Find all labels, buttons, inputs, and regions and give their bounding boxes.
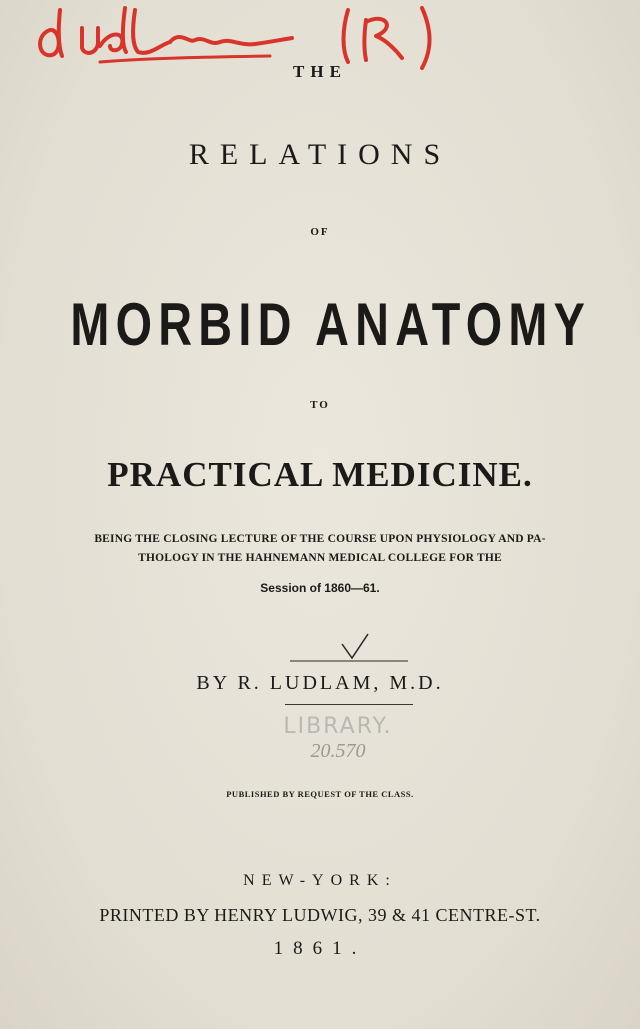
check-mark-icon bbox=[282, 632, 412, 664]
author-line: BY R. LUDLAM, M.D. bbox=[196, 672, 444, 694]
imprint-city: NEW-YORK: bbox=[243, 872, 397, 889]
session-line: Session of 1860—61. bbox=[260, 581, 380, 595]
title-of: OF bbox=[310, 226, 330, 238]
stamp-number: 20.570 bbox=[310, 740, 366, 762]
title-main: MORBID ANATOMY bbox=[70, 291, 592, 358]
description-line-2: THOLOGY IN THE HAHNEMANN MEDICAL COLLEGE FOR THE bbox=[138, 552, 502, 564]
stamp-library-text: LIBRARY. bbox=[283, 714, 393, 739]
imprint-year: 1861. bbox=[273, 938, 367, 959]
title-relations: RELATIONS bbox=[188, 138, 452, 171]
library-stamp bbox=[268, 702, 408, 782]
title-sub: PRACTICAL MEDICINE. bbox=[107, 455, 533, 494]
title-to: TO bbox=[310, 399, 330, 411]
imprint-printer: PRINTED BY HENRY LUDWIG, 39 & 41 CENTRE-ST. bbox=[99, 905, 541, 925]
published-line: PUBLISHED BY REQUEST OF THE CLASS. bbox=[226, 789, 414, 799]
description-line-1: BEING THE CLOSING LECTURE OF THE COURSE UPON PHYSIOLOGY AND PA- bbox=[94, 533, 546, 545]
title-the: THE bbox=[293, 62, 347, 81]
